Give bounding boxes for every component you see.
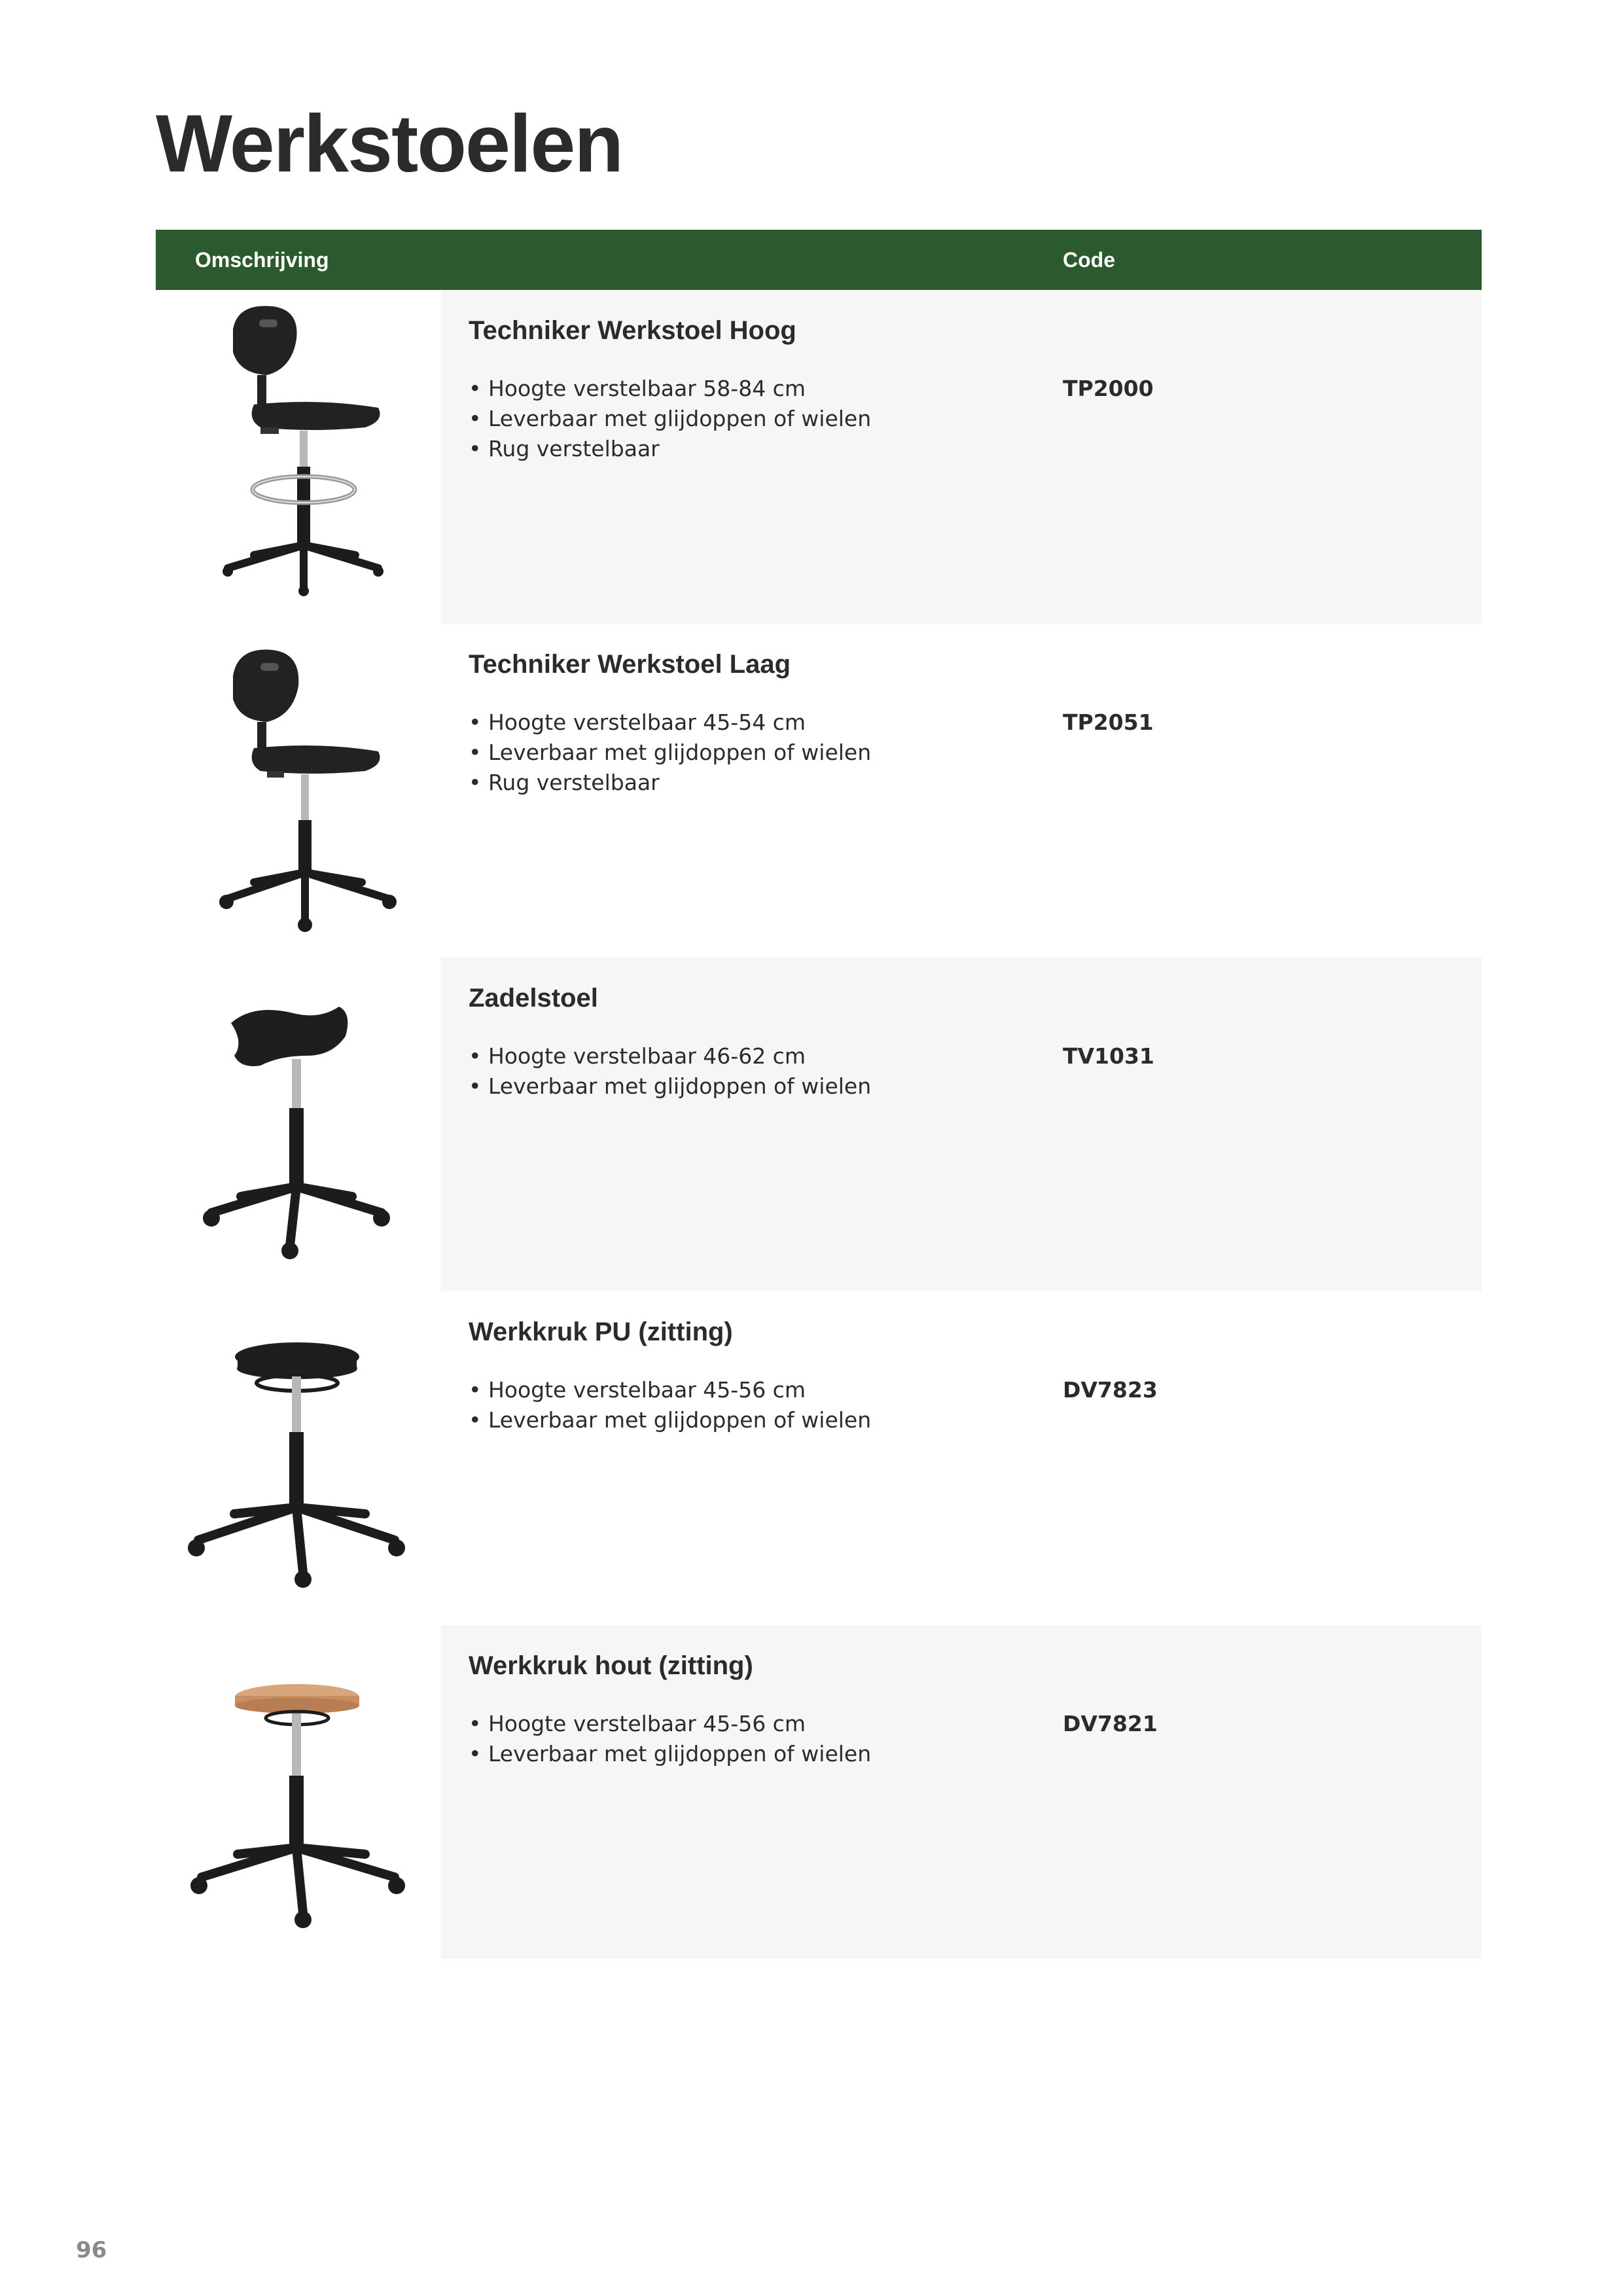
- page-title: Werkstoelen: [156, 99, 623, 189]
- column-header-description: Omschrijving: [195, 248, 329, 272]
- product-name: Techniker Werkstoel Laag: [469, 650, 791, 679]
- feature-list: [469, 1041, 871, 1102]
- feature-item: • Leverbaar met glijdoppen of wielen: [469, 1071, 871, 1102]
- feature-item: • Leverbaar met glijdoppen of wielen: [469, 738, 871, 768]
- product-image: [156, 1625, 441, 1959]
- column-header-code: Code: [1063, 248, 1115, 272]
- feature-item: • Leverbaar met glijdoppen of wielen: [469, 404, 871, 434]
- feature-item: • Leverbaar met glijdoppen of wielen: [469, 1405, 871, 1435]
- product-row: [156, 290, 1482, 624]
- feature-item: • Hoogte verstelbaar 46-62 cm: [469, 1041, 871, 1071]
- product-row: [156, 624, 1482, 958]
- product-image: [156, 290, 441, 624]
- product-code: TP2051: [1063, 709, 1154, 735]
- product-image: [156, 958, 441, 1291]
- wooden-stool-image: [156, 1625, 441, 1959]
- feature-list: [469, 708, 871, 798]
- feature-item: • Rug verstelbaar: [469, 768, 871, 798]
- product-code: DV7821: [1063, 1711, 1158, 1736]
- product-image: [156, 1291, 441, 1625]
- product-image: [156, 624, 441, 958]
- feature-list: [469, 374, 871, 464]
- product-code: DV7823: [1063, 1377, 1158, 1403]
- feature-item: • Leverbaar met glijdoppen of wielen: [469, 1739, 871, 1769]
- low-work-chair-image: [156, 624, 441, 958]
- pu-stool-image: [156, 1291, 441, 1625]
- feature-list: [469, 1375, 871, 1435]
- table-header: [156, 230, 1482, 290]
- feature-item: • Hoogte verstelbaar 45-54 cm: [469, 708, 871, 738]
- product-code: TP2000: [1063, 376, 1154, 401]
- product-row: [156, 1625, 1482, 1959]
- feature-item: • Hoogte verstelbaar 45-56 cm: [469, 1709, 871, 1739]
- product-name: Zadelstoel: [469, 984, 598, 1013]
- page-number: 96: [76, 2237, 107, 2263]
- product-name: Techniker Werkstoel Hoog: [469, 316, 796, 345]
- feature-item: • Hoogte verstelbaar 58-84 cm: [469, 374, 871, 404]
- feature-item: • Rug verstelbaar: [469, 434, 871, 464]
- product-row: [156, 958, 1482, 1291]
- product-row: [156, 1291, 1482, 1625]
- high-work-chair-image: [156, 290, 441, 624]
- saddle-stool-image: [156, 958, 441, 1291]
- product-code: TV1031: [1063, 1043, 1154, 1069]
- product-name: Werkkruk hout (zitting): [469, 1651, 753, 1680]
- feature-list: [469, 1709, 871, 1769]
- feature-item: • Hoogte verstelbaar 45-56 cm: [469, 1375, 871, 1405]
- product-name: Werkkruk PU (zitting): [469, 1318, 733, 1346]
